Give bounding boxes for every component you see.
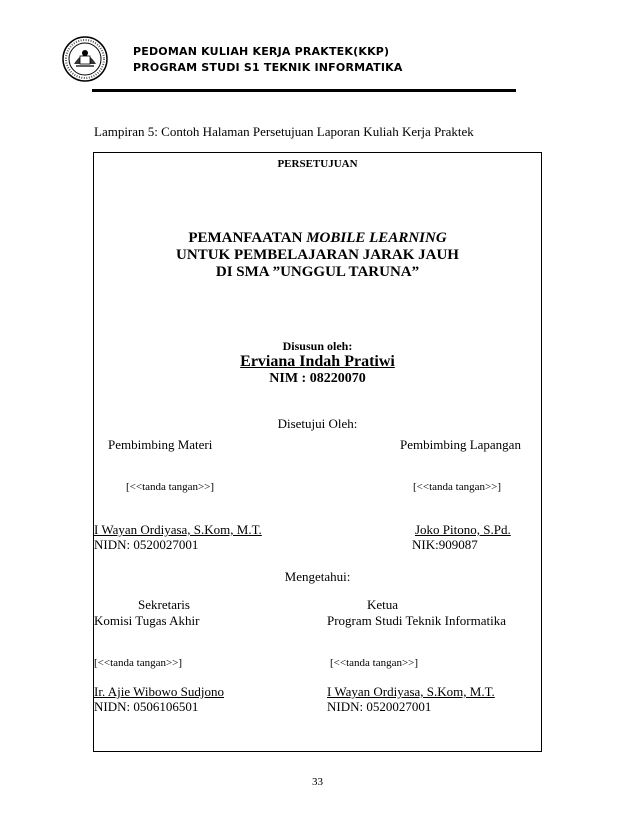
official-right-id: NIDN: 0520027001 xyxy=(327,699,432,714)
approval-heading: PERSETUJUAN xyxy=(277,158,358,170)
title-line-1-italic: MOBILE LEARNING xyxy=(306,230,447,246)
title-line-3: DI SMA ”UNGGUL TARUNA” xyxy=(215,264,420,280)
title-line-1-prefix: PEMANFAATAN xyxy=(188,230,307,246)
header-line-1: PEDOMAN KULIAH KERJA PRAKTEK(KKP) xyxy=(133,45,390,58)
advisor-left-id: NIDN: 0520027001 xyxy=(94,537,199,552)
advisor-left-name: I Wayan Ordiyasa, S.Kom, M.T. xyxy=(94,522,262,537)
header-line-2: PROGRAM STUDI S1 TEKNIK INFORMATIKA xyxy=(133,61,403,74)
attachment-caption: Lampiran 5: Contoh Halaman Persetujuan Laporan Kuliah Kerja Praktek xyxy=(94,124,474,139)
advisor-right-name: Joko Pitono, S.Pd. xyxy=(415,522,511,537)
advisor-right-id: NIK:909087 xyxy=(412,537,478,552)
approved-by-label: Disetujui Oleh: xyxy=(277,416,358,431)
official-left-role-2: Komisi Tugas Akhir xyxy=(94,613,200,628)
official-right-role-1: Ketua xyxy=(367,597,399,612)
official-left-name: Ir. Ajie Wibowo Sudjono xyxy=(94,684,224,699)
advisor-left-role: Pembimbing Materi xyxy=(108,437,213,452)
report-title xyxy=(93,230,542,281)
page-number: 33 xyxy=(312,776,323,788)
advisor-right-role: Pembimbing Lapangan xyxy=(400,437,521,452)
official-left-signature: [<<tanda tangan>>] xyxy=(94,657,183,669)
acknowledged-by-label: Mengetahui: xyxy=(284,569,351,584)
title-line-2: UNTUK PEMBELAJARAN JARAK JAUH xyxy=(176,247,459,263)
official-left-id: NIDN: 0506106501 xyxy=(94,699,199,714)
author-label: Disusun oleh: xyxy=(282,339,353,353)
header-divider xyxy=(92,89,516,92)
university-seal-logo xyxy=(62,36,108,82)
title-line-1 xyxy=(93,230,542,247)
advisor-left-signature: [<<tanda tangan>>] xyxy=(126,481,215,493)
author-nim: NIM : 08220070 xyxy=(269,371,366,386)
author-name: Erviana Indah Pratiwi xyxy=(240,353,395,370)
official-left-role-1: Sekretaris xyxy=(138,597,190,612)
official-right-signature: [<<tanda tangan>>] xyxy=(330,657,419,669)
advisor-right-signature: [<<tanda tangan>>] xyxy=(413,481,502,493)
official-right-role-2: Program Studi Teknik Informatika xyxy=(327,613,507,628)
official-right-name: I Wayan Ordiyasa, S.Kom, M.T. xyxy=(327,684,495,699)
